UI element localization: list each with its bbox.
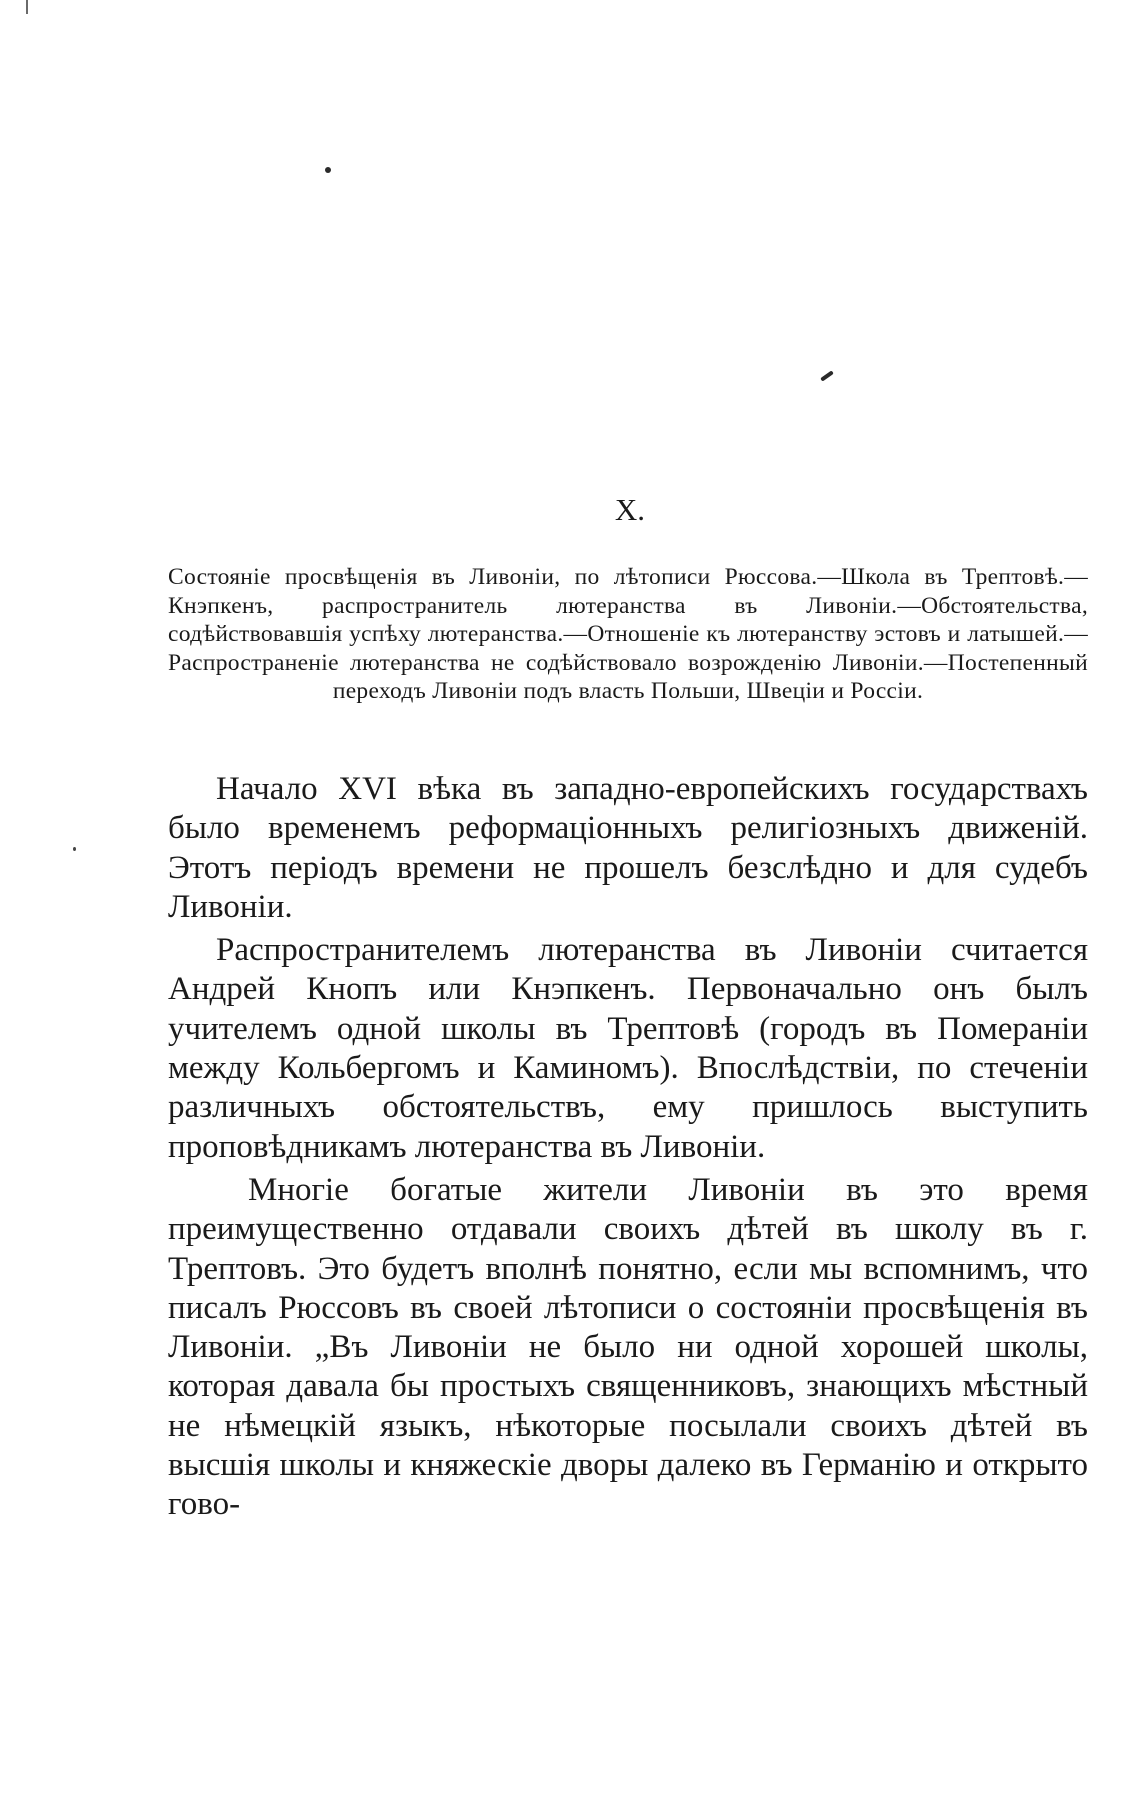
chapter-summary: Состоянiе просвѣщенiя въ Ливонiи, по лѣтописи Рюссова.—Школа въ Трептовѣ.—Кнэпкенъ, распространитель лютеранства въ Ливонiи.—Обстоятельства, содѣйствовавшiя успѣху лютеранства.—Отношенiе къ лютеранству эстовъ и латышей.—Распространенiе лютеранства не содѣйствовало возрожденiю Ливонiи.—Постепенный переходъ Ливонiи подъ власть Польши, Швецiи и Россiи. — [168, 564, 1088, 704]
ink-speck — [73, 847, 76, 851]
body-text — [168, 770, 1088, 1525]
paragraph: Начало XVI вѣка въ западно-европейскихъ государствахъ было временемъ реформацiонныхъ религiозныхъ движенiй. Этотъ перiодъ времени не прошелъ безслѣдно и для судебъ Ливонiи. — [168, 771, 1088, 925]
chapter-number: X. — [614, 492, 646, 527]
page-edge-mark — [26, 0, 28, 14]
ink-speck — [820, 370, 834, 381]
paragraph: Многiе богатые жители Ливонiи въ это время преимущественно отдавали своихъ дѣтей въ школу въ г. Трептовъ. Это будетъ вполнѣ понятно, если мы вспомнимъ, что писалъ Рюссовъ въ своей лѣтописи о состоянiи просвѣщенiя въ Ливонiи. „Въ Ливонiи не было ни одной хорошей школы, которая давала бы простыхъ священниковъ, знающихъ мѣстный не нѣмецкiй языкъ, нѣкоторые посылали своихъ дѣтей въ высшiя школы и княжескiе дворы далеко въ Германiю и открыто гово- — [168, 1171, 1088, 1523]
ink-speck — [325, 167, 331, 173]
paragraph: Распространителемъ лютеранства въ Ливонiи считается Андрей Кнопъ или Кнэпкенъ. Первоначально онъ былъ учителемъ одной школы въ Трептовѣ (городъ въ Померанiи между Кольбергомъ и Каминомъ). Впослѣдствiи, по стеченiи различныхъ обстоятельствъ, ему пришлось выступить проповѣдникамъ лютеранства въ Ливонiи. — [168, 932, 1088, 1165]
